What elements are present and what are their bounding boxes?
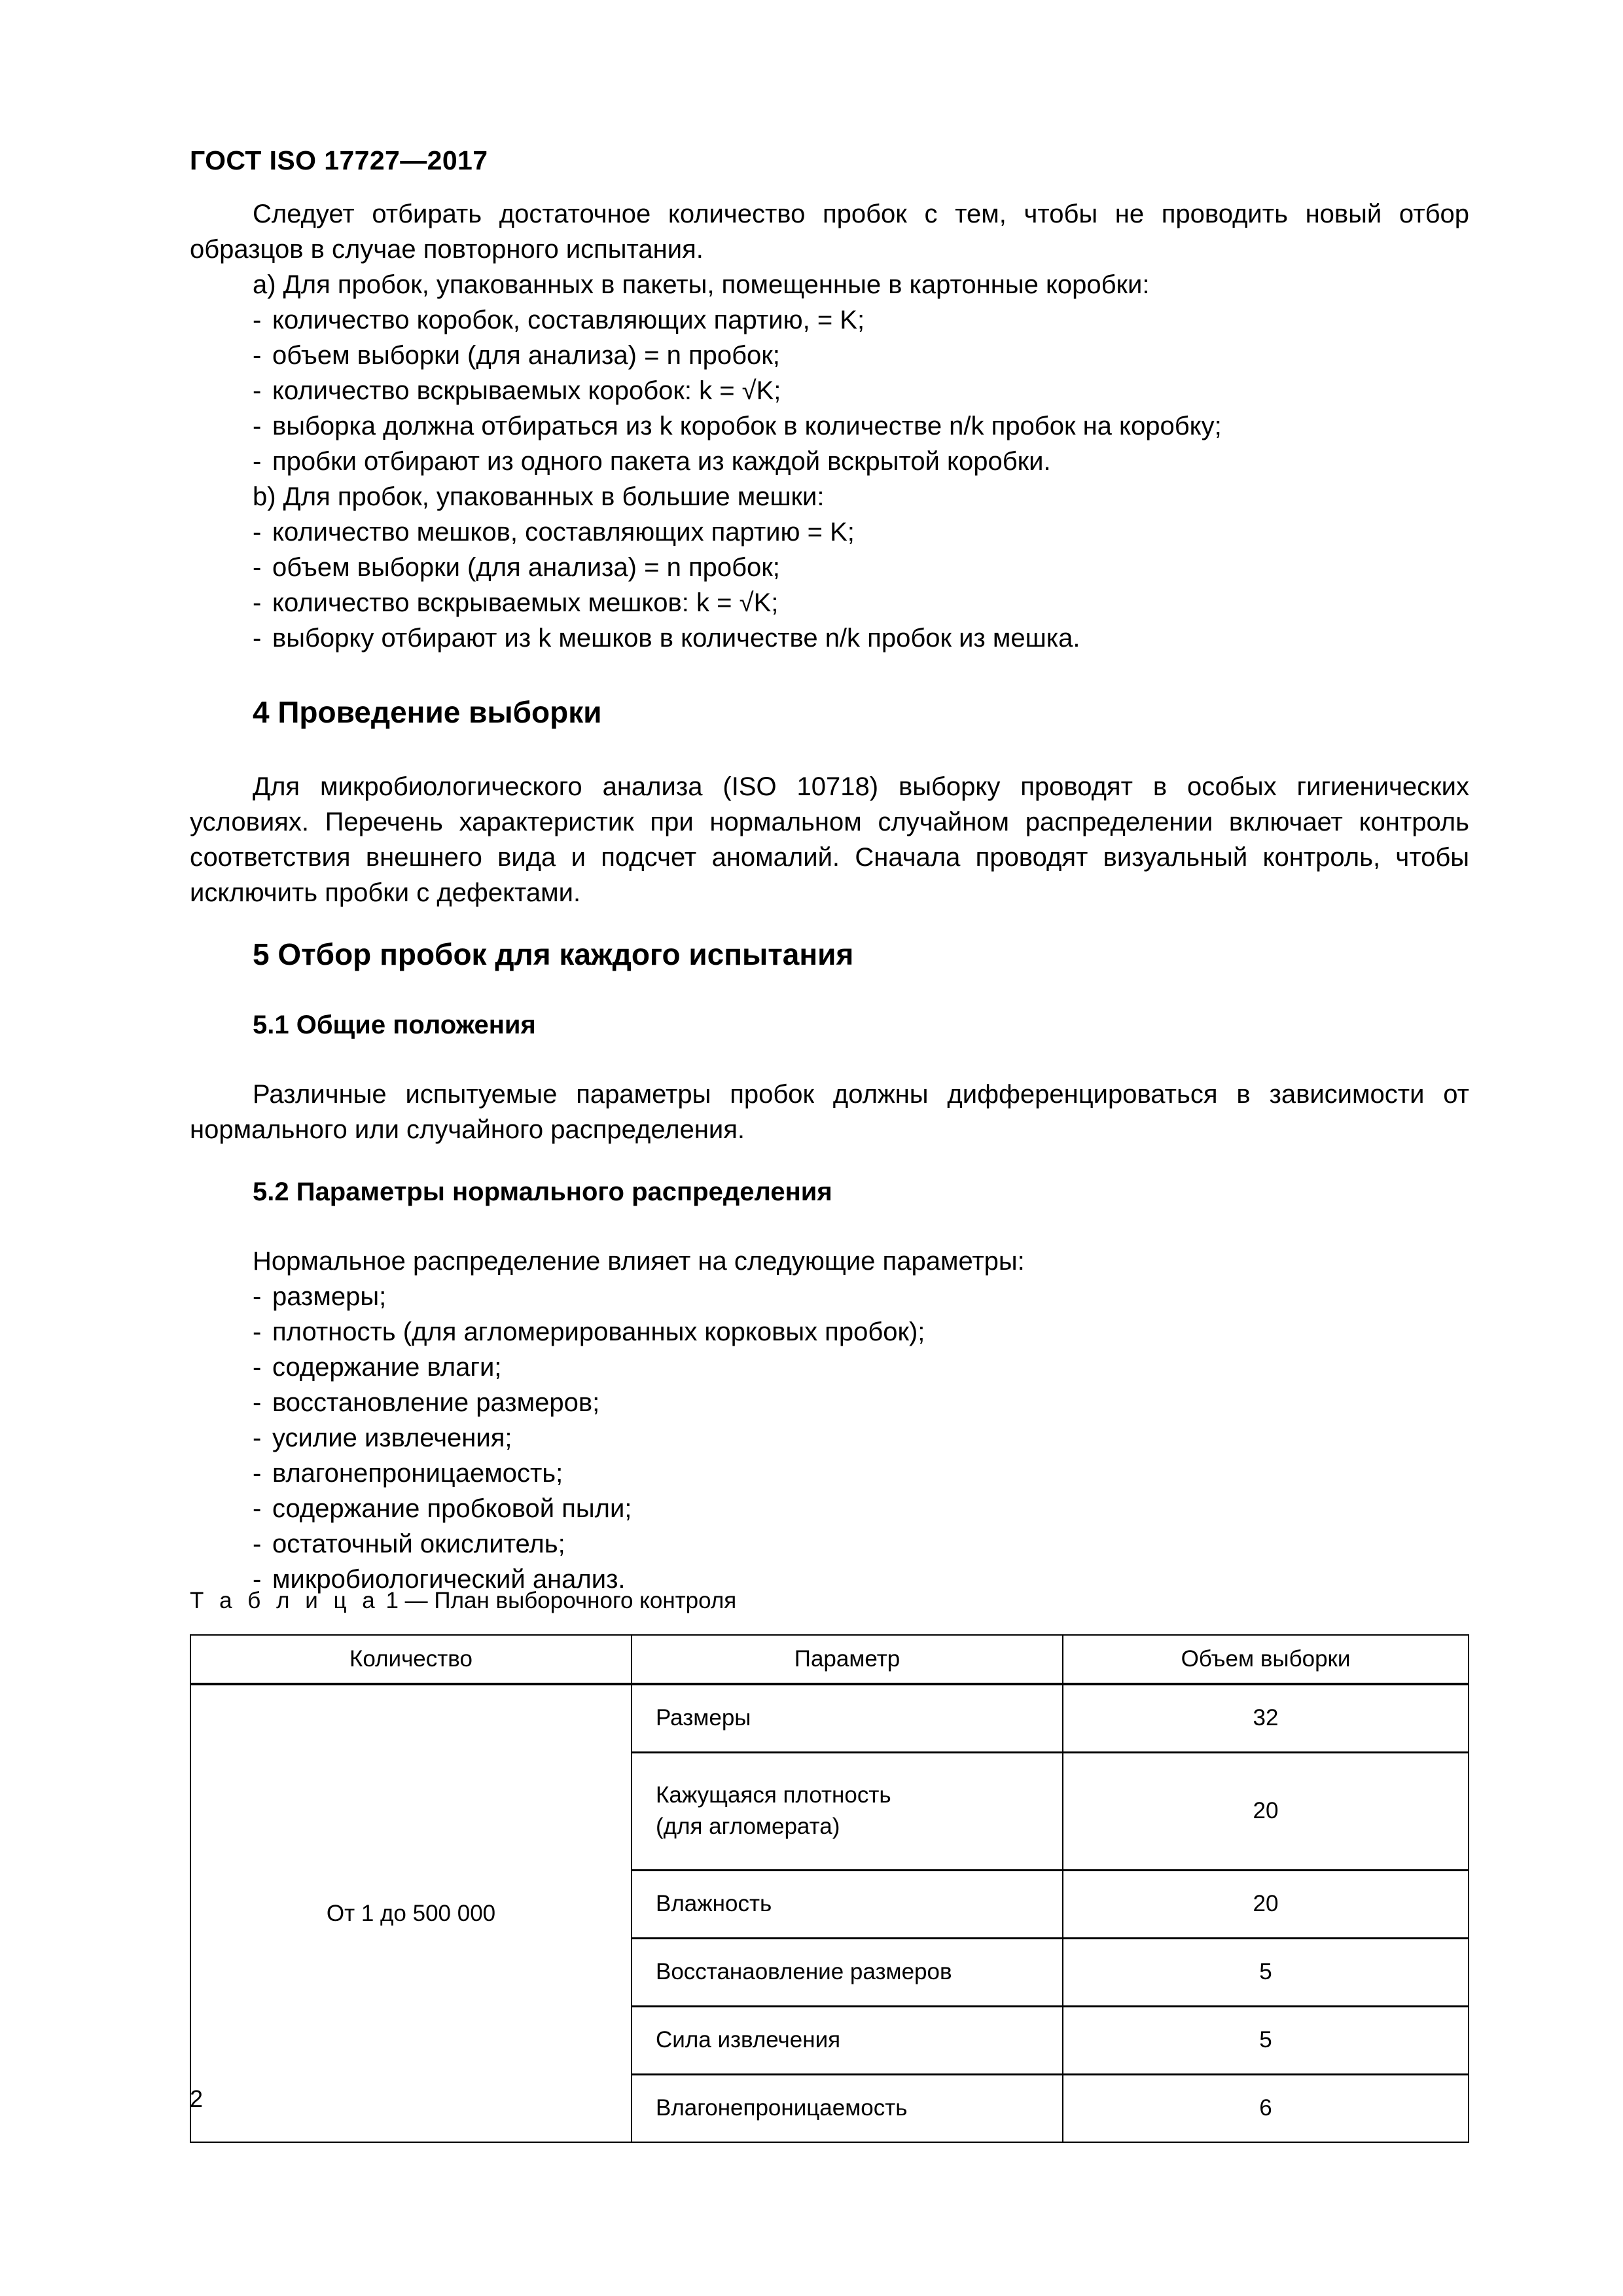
- cell-sample-size: 6: [1063, 2074, 1469, 2142]
- dash-marker: -: [253, 376, 262, 405]
- list-item: [190, 585, 1469, 620]
- cell-parameter: Влагонепроницаемость: [632, 2074, 1063, 2142]
- item-a-bullet-list: [190, 302, 1469, 479]
- cell-parameter-line2: (для агломерата): [656, 1814, 840, 1839]
- list-item-text: размеры;: [272, 1282, 387, 1311]
- list-item: [190, 1314, 1469, 1350]
- list-item: [190, 1420, 1469, 1456]
- cell-sample-size: 32: [1063, 1684, 1469, 1752]
- cell-parameter: Размеры: [632, 1684, 1063, 1752]
- cell-parameter-line1: Кажущаяся плотность: [656, 1782, 891, 1808]
- list-item-text: выборку отбирают из k мешков в количестве n/k пробок из мешка.: [272, 624, 1080, 653]
- list-item-text: усилие извлечения;: [272, 1424, 512, 1452]
- item-a-lead: a) Для пробок, упакованных в пакеты, помещенные в картонные коробки:: [253, 270, 1150, 299]
- dash-marker: -: [253, 1318, 262, 1346]
- intro-paragraph: Следует отбирать достаточное количество пробок с тем, чтобы не проводить новый отбор образцов в случае повторного испытания.: [190, 200, 1469, 264]
- list-item: [190, 550, 1469, 585]
- dash-marker: -: [253, 447, 262, 476]
- section-5-2-heading: 5.2 Параметры нормального распределения: [253, 1177, 832, 1206]
- list-item: [190, 1350, 1469, 1385]
- section-5-2-block: [190, 1175, 1469, 1209]
- dash-marker: -: [253, 306, 262, 334]
- item-b-bullet-list: [190, 514, 1469, 656]
- cell-parameter: Влажность: [632, 1870, 1063, 1938]
- item-a-block: [190, 267, 1469, 479]
- dash-marker: -: [253, 1530, 262, 1558]
- table-caption-number: 1: [385, 1588, 399, 1613]
- dash-marker: -: [253, 518, 262, 547]
- dash-marker: -: [253, 1424, 262, 1452]
- table-caption-dash: —: [404, 1588, 428, 1613]
- section-5-heading: 5 Отбор пробок для каждого испытания: [253, 937, 854, 971]
- item-b-lead: b) Для пробок, упакованных в большие мешки:: [253, 482, 825, 511]
- section-5-block: [190, 936, 1469, 973]
- cell-sample-size: 20: [1063, 1752, 1469, 1870]
- table-caption-label: Т а б л и ц а: [190, 1588, 380, 1613]
- section-5-2-bullet-list: [190, 1279, 1469, 1597]
- section-4-paragraph: Для микробиологического анализа (ISO 10718) выборку проводят в особых гигиенических условиях. Перечень характеристик при нормальном случайном распределении включает контроль соответствия внешнего вида и подсчет аномалий. Сначала проводят визуальный контроль, чтобы исключить пробки с дефектами.: [190, 772, 1469, 907]
- list-item-text: объем выборки (для анализа) = n пробок;: [272, 553, 780, 582]
- cell-quantity: От 1 до 500 000: [190, 1684, 632, 2142]
- table-header: [190, 1635, 1469, 1684]
- list-item: [190, 1279, 1469, 1314]
- list-item-text: содержание влаги;: [272, 1353, 502, 1382]
- dash-marker: -: [253, 624, 262, 653]
- table-caption: [190, 1587, 736, 1615]
- list-item-text: количество мешков, составляющих партию = K;: [272, 518, 855, 547]
- list-item-text: содержание пробковой пыли;: [272, 1494, 632, 1523]
- running-header: ГОСТ ISO 17727—2017: [190, 145, 488, 175]
- intro-paragraph-block: [190, 196, 1469, 267]
- list-item: [190, 514, 1469, 550]
- list-item: [190, 1385, 1469, 1420]
- dash-marker: -: [253, 412, 262, 440]
- section-5-1-heading: 5.1 Общие положения: [253, 1011, 536, 1039]
- dash-marker: -: [253, 1353, 262, 1382]
- list-item: [190, 620, 1469, 656]
- dash-marker: -: [253, 1459, 262, 1488]
- section-5-2-list-block: [190, 1244, 1469, 1597]
- table-row: [190, 1684, 1469, 1752]
- list-item: [190, 1491, 1469, 1526]
- list-item: [190, 338, 1469, 373]
- list-item-text: выборка должна отбираться из k коробок в количестве n/k пробок на коробку;: [272, 412, 1222, 440]
- list-item-text: пробки отбирают из одного пакета из каждой вскрытой коробки.: [272, 447, 1051, 476]
- column-header-parameter: Параметр: [632, 1635, 1063, 1684]
- sampling-plan-table: [190, 1634, 1469, 2143]
- cell-parameter: Восстанаовление размеров: [632, 1938, 1063, 2006]
- page-number: 2: [190, 2085, 204, 2112]
- cell-parameter: Сила извлечения: [632, 2006, 1063, 2074]
- cell-sample-size: 5: [1063, 1938, 1469, 2006]
- dash-marker: -: [253, 1565, 262, 1594]
- section-5-1-paragraph-block: [190, 1077, 1469, 1147]
- list-item: [190, 302, 1469, 338]
- list-item: [190, 1526, 1469, 1562]
- list-item-text: микробиологический анализ.: [272, 1565, 626, 1594]
- list-item-text: остаточный окислитель;: [272, 1530, 565, 1558]
- list-item-text: объем выборки (для анализа) = n пробок;: [272, 341, 780, 370]
- table-body: [190, 1684, 1469, 2142]
- list-item: [190, 444, 1469, 479]
- section-5-1-paragraph: Различные испытуемые параметры пробок должны дифференцироваться в зависимости от нормального или случайного распределения.: [190, 1080, 1469, 1144]
- cell-sample-size: 5: [1063, 2006, 1469, 2074]
- table-caption-title: План выборочного контроля: [434, 1588, 737, 1613]
- item-b-block: [190, 479, 1469, 656]
- section-4-heading: 4 Проведение выборки: [253, 695, 602, 729]
- list-item-text: количество коробок, составляющих партию, = K;: [272, 306, 865, 334]
- column-header-quantity: Количество: [190, 1635, 632, 1684]
- section-4-block: [190, 694, 1469, 730]
- section-5-1-block: [190, 1008, 1469, 1042]
- cell-sample-size: 20: [1063, 1870, 1469, 1938]
- dash-marker: -: [253, 553, 262, 582]
- list-item-text: влагонепроницаемость;: [272, 1459, 563, 1488]
- list-item: [190, 373, 1469, 408]
- section-4-paragraph-block: [190, 769, 1469, 910]
- dash-marker: -: [253, 1282, 262, 1311]
- column-header-sample-size: Объем выборки: [1063, 1635, 1469, 1684]
- dash-marker: -: [253, 1388, 262, 1417]
- list-item-text: восстановление размеров;: [272, 1388, 600, 1417]
- list-item: [190, 408, 1469, 444]
- dash-marker: -: [253, 341, 262, 370]
- list-item: [190, 1456, 1469, 1491]
- list-item-text: количество вскрываемых коробок: k = √K;: [272, 376, 781, 405]
- table-header-row: [190, 1635, 1469, 1684]
- section-5-2-lead: Нормальное распределение влияет на следующие параметры:: [253, 1247, 1025, 1276]
- list-item-text: плотность (для агломерированных корковых пробок);: [272, 1318, 925, 1346]
- list-item-text: количество вскрываемых мешков: k = √K;: [272, 588, 779, 617]
- cell-parameter: [632, 1752, 1063, 1870]
- dash-marker: -: [253, 588, 262, 617]
- dash-marker: -: [253, 1494, 262, 1523]
